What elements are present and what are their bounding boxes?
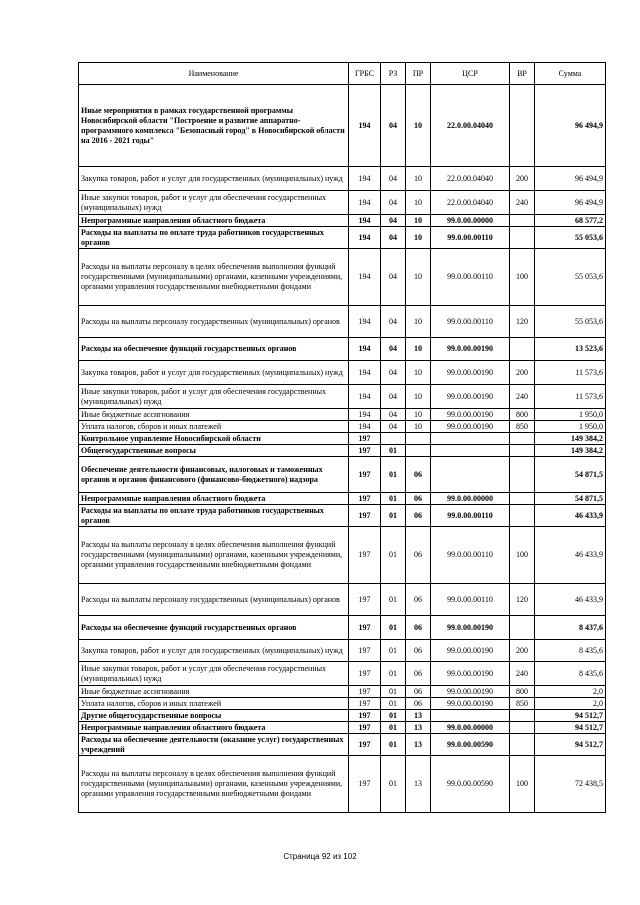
cell-sum: 8 435,6: [535, 640, 606, 662]
cell-name: Расходы на выплаты персоналу государственных (муниципальных) органов: [79, 306, 349, 338]
cell-csr: 99.0.00.00000: [431, 493, 510, 505]
cell-csr: 99.0.00.00110: [431, 505, 510, 527]
cell-sum: 149 384,2: [535, 433, 606, 445]
cell-sum: 149 384,2: [535, 445, 606, 457]
cell-name: Расходы на выплаты персоналу в целях обеспечения выполнения функций государственными (муниципальными) органами, казенными учреждениями, органами управления государственными внебюджетными фондами: [79, 249, 349, 306]
cell-sum: 11 573,6: [535, 361, 606, 385]
cell-pr: 06: [406, 493, 431, 505]
cell-name: Закупка товаров, работ и услуг для государственных (муниципальных) нужд: [79, 361, 349, 385]
cell-name: Общегосударственные вопросы: [79, 445, 349, 457]
cell-csr: 22.0.00.04040: [431, 167, 510, 191]
cell-rz: [381, 433, 406, 445]
cell-sum: 1 950,0: [535, 409, 606, 421]
cell-pr: 10: [406, 421, 431, 433]
cell-pr: 06: [406, 640, 431, 662]
cell-grbs: 194: [349, 249, 381, 306]
cell-name: Расходы на выплаты персоналу в целях обеспечения выполнения функций государственными (муниципальными) органами, казенными учреждениями, органами управления государственными внебюджетными фондами: [79, 527, 349, 584]
cell-vr: 800: [510, 686, 535, 698]
cell-name: Контрольное управление Новосибирской области: [79, 433, 349, 445]
cell-name: Иные закупки товаров, работ и услуг для обеспечения государственных (муниципальных) нужд: [79, 191, 349, 215]
cell-vr: 100: [510, 527, 535, 584]
cell-rz: 01: [381, 686, 406, 698]
cell-csr: 99.0.00.00190: [431, 616, 510, 640]
cell-vr: 240: [510, 385, 535, 409]
cell-vr: 200: [510, 640, 535, 662]
cell-sum: 46 433,9: [535, 505, 606, 527]
cell-vr: 100: [510, 756, 535, 813]
cell-name: Закупка товаров, работ и услуг для государственных (муниципальных) нужд: [79, 640, 349, 662]
cell-name: Непрограммные направления областного бюджета: [79, 722, 349, 734]
cell-grbs: 194: [349, 191, 381, 215]
cell-vr: 800: [510, 409, 535, 421]
table-body: [79, 85, 606, 813]
cell-sum: 11 573,6: [535, 385, 606, 409]
cell-pr: 10: [406, 227, 431, 249]
cell-vr: [510, 734, 535, 756]
cell-grbs: 197: [349, 640, 381, 662]
table-row: [79, 338, 606, 361]
table-row: [79, 249, 606, 306]
cell-pr: [406, 433, 431, 445]
cell-vr: [510, 215, 535, 227]
cell-grbs: 197: [349, 584, 381, 616]
cell-grbs: 197: [349, 662, 381, 686]
cell-sum: 96 494,9: [535, 191, 606, 215]
cell-pr: 06: [406, 686, 431, 698]
cell-pr: 13: [406, 722, 431, 734]
table-row: [79, 191, 606, 215]
cell-vr: [510, 457, 535, 493]
cell-grbs: 197: [349, 505, 381, 527]
table-row: [79, 385, 606, 409]
cell-rz: 04: [381, 385, 406, 409]
cell-vr: [510, 85, 535, 167]
cell-rz: 01: [381, 698, 406, 710]
cell-grbs: 197: [349, 527, 381, 584]
cell-sum: 2,0: [535, 698, 606, 710]
cell-sum: 94 512,7: [535, 722, 606, 734]
table-row: [79, 409, 606, 421]
cell-rz: 04: [381, 421, 406, 433]
cell-rz: 01: [381, 662, 406, 686]
cell-rz: 01: [381, 710, 406, 722]
cell-pr: 10: [406, 385, 431, 409]
cell-name: Иные закупки товаров, работ и услуг для обеспечения государственных (муниципальных) нужд: [79, 385, 349, 409]
table-row: [79, 505, 606, 527]
table-row: [79, 433, 606, 445]
cell-csr: 22.0.00.04040: [431, 85, 510, 167]
cell-csr: [431, 445, 510, 457]
cell-rz: 01: [381, 493, 406, 505]
cell-pr: 10: [406, 338, 431, 361]
table-row: [79, 527, 606, 584]
table-row: [79, 734, 606, 756]
cell-vr: [510, 616, 535, 640]
cell-csr: 99.0.00.00190: [431, 385, 510, 409]
cell-pr: 10: [406, 215, 431, 227]
cell-rz: 01: [381, 722, 406, 734]
cell-name: Обеспечение деятельности финансовых, налоговых и таможенных органов и органов финансового (финансово-бюджетного) надзора: [79, 457, 349, 493]
cell-rz: 01: [381, 734, 406, 756]
cell-sum: 96 494,9: [535, 167, 606, 191]
cell-sum: 55 053,6: [535, 249, 606, 306]
cell-name: Уплата налогов, сборов и иных платежей: [79, 698, 349, 710]
table-row: [79, 584, 606, 616]
cell-vr: 120: [510, 584, 535, 616]
cell-csr: 99.0.00.00000: [431, 215, 510, 227]
cell-name: Иные мероприятия в рамках государственной программы Новосибирской области "Построение и развитие аппаратно-программного комплекса "Безопасный город" в Новосибирской области на 2016 - 2021 годы": [79, 85, 349, 167]
cell-rz: 01: [381, 584, 406, 616]
cell-csr: 99.0.00.00190: [431, 686, 510, 698]
cell-rz: 04: [381, 215, 406, 227]
cell-vr: 240: [510, 662, 535, 686]
cell-vr: 120: [510, 306, 535, 338]
cell-rz: 01: [381, 445, 406, 457]
cell-csr: 99.0.00.00110: [431, 306, 510, 338]
cell-grbs: 197: [349, 756, 381, 813]
cell-pr: 10: [406, 409, 431, 421]
cell-grbs: 197: [349, 686, 381, 698]
cell-sum: 72 438,5: [535, 756, 606, 813]
cell-grbs: 194: [349, 85, 381, 167]
cell-rz: 04: [381, 227, 406, 249]
table-row: [79, 756, 606, 813]
cell-csr: [431, 433, 510, 445]
header-vr: ВР: [510, 63, 535, 85]
cell-vr: 240: [510, 191, 535, 215]
cell-name: Расходы на выплаты по оплате труда работников государственных органов: [79, 227, 349, 249]
cell-rz: 01: [381, 640, 406, 662]
cell-sum: 94 512,7: [535, 710, 606, 722]
cell-vr: 850: [510, 421, 535, 433]
cell-name: Расходы на выплаты персоналу государственных (муниципальных) органов: [79, 584, 349, 616]
cell-rz: 04: [381, 85, 406, 167]
cell-sum: 54 871,5: [535, 493, 606, 505]
table-row: [79, 227, 606, 249]
cell-sum: 46 433,9: [535, 584, 606, 616]
table-row: [79, 445, 606, 457]
cell-name: Расходы на обеспечение функций государственных органов: [79, 338, 349, 361]
cell-rz: 01: [381, 527, 406, 584]
cell-csr: 99.0.00.00190: [431, 640, 510, 662]
cell-pr: 10: [406, 361, 431, 385]
header-name: Наименование: [79, 63, 349, 85]
table-header-row: [79, 63, 606, 85]
page-footer: Страница 92 из 102: [283, 852, 357, 861]
cell-vr: 200: [510, 361, 535, 385]
cell-pr: 13: [406, 734, 431, 756]
cell-vr: [510, 505, 535, 527]
cell-csr: 99.0.00.00190: [431, 421, 510, 433]
cell-pr: 13: [406, 710, 431, 722]
cell-pr: 06: [406, 527, 431, 584]
cell-rz: 01: [381, 616, 406, 640]
table-row: [79, 306, 606, 338]
cell-sum: 8 435,6: [535, 662, 606, 686]
cell-rz: 04: [381, 361, 406, 385]
cell-rz: 04: [381, 167, 406, 191]
cell-name: Непрограммные направления областного бюджета: [79, 493, 349, 505]
cell-csr: 99.0.00.00190: [431, 662, 510, 686]
cell-csr: 99.0.00.00590: [431, 734, 510, 756]
cell-pr: 06: [406, 505, 431, 527]
cell-vr: [510, 338, 535, 361]
cell-csr: [431, 457, 510, 493]
cell-rz: 04: [381, 338, 406, 361]
cell-csr: 99.0.00.00110: [431, 527, 510, 584]
cell-pr: 10: [406, 249, 431, 306]
header-grbs: ГРБС: [349, 63, 381, 85]
table-row: [79, 493, 606, 505]
cell-grbs: 197: [349, 616, 381, 640]
cell-name: Непрограммные направления областного бюджета: [79, 215, 349, 227]
cell-vr: [510, 433, 535, 445]
cell-pr: 10: [406, 306, 431, 338]
cell-name: Расходы на выплаты персоналу в целях обеспечения выполнения функций государственными (муниципальными) органами, казенными учреждениями, органами управления государственными внебюджетными фондами: [79, 756, 349, 813]
cell-name: Расходы на обеспечение функций государственных органов: [79, 616, 349, 640]
cell-grbs: 194: [349, 227, 381, 249]
cell-vr: 850: [510, 698, 535, 710]
cell-pr: [406, 445, 431, 457]
cell-vr: [510, 445, 535, 457]
cell-sum: 1 950,0: [535, 421, 606, 433]
table-row: [79, 167, 606, 191]
cell-grbs: 194: [349, 338, 381, 361]
cell-vr: [510, 227, 535, 249]
cell-name: Другие общегосударственные вопросы: [79, 710, 349, 722]
header-sum: Сумма: [535, 63, 606, 85]
cell-pr: 06: [406, 616, 431, 640]
cell-pr: 10: [406, 167, 431, 191]
cell-name: Расходы на обеспечение деятельности (оказание услуг) государственных учреждений: [79, 734, 349, 756]
cell-sum: 55 053,6: [535, 306, 606, 338]
table-row: [79, 215, 606, 227]
cell-rz: 04: [381, 409, 406, 421]
cell-sum: 13 523,6: [535, 338, 606, 361]
cell-grbs: 197: [349, 734, 381, 756]
cell-pr: 06: [406, 698, 431, 710]
table-row: [79, 640, 606, 662]
cell-grbs: 197: [349, 698, 381, 710]
cell-rz: 01: [381, 756, 406, 813]
table-row: [79, 662, 606, 686]
cell-name: Уплата налогов, сборов и иных платежей: [79, 421, 349, 433]
cell-sum: 2,0: [535, 686, 606, 698]
cell-rz: 04: [381, 306, 406, 338]
cell-csr: 99.0.00.00110: [431, 227, 510, 249]
cell-grbs: 194: [349, 306, 381, 338]
table-row: [79, 457, 606, 493]
cell-csr: 99.0.00.00000: [431, 722, 510, 734]
cell-name: Закупка товаров, работ и услуг для государственных (муниципальных) нужд: [79, 167, 349, 191]
cell-pr: 06: [406, 584, 431, 616]
cell-vr: 200: [510, 167, 535, 191]
cell-csr: [431, 710, 510, 722]
table-row: [79, 722, 606, 734]
header-csr: ЦСР: [431, 63, 510, 85]
cell-pr: 13: [406, 756, 431, 813]
cell-rz: 01: [381, 505, 406, 527]
cell-sum: 54 871,5: [535, 457, 606, 493]
cell-csr: 99.0.00.00190: [431, 338, 510, 361]
cell-vr: [510, 722, 535, 734]
cell-sum: 55 053,6: [535, 227, 606, 249]
budget-table: [78, 62, 606, 813]
table-row: [79, 421, 606, 433]
cell-vr: [510, 710, 535, 722]
cell-rz: 04: [381, 249, 406, 306]
cell-grbs: 197: [349, 722, 381, 734]
cell-name: Расходы на выплаты по оплате труда работников государственных органов: [79, 505, 349, 527]
cell-grbs: 197: [349, 433, 381, 445]
cell-sum: 68 577,2: [535, 215, 606, 227]
cell-csr: 22.0.00.04040: [431, 191, 510, 215]
cell-pr: 10: [406, 191, 431, 215]
table-row: [79, 710, 606, 722]
cell-vr: [510, 493, 535, 505]
table-row: [79, 698, 606, 710]
cell-rz: 04: [381, 191, 406, 215]
cell-name: Иные бюджетные ассигнования: [79, 409, 349, 421]
cell-grbs: 197: [349, 493, 381, 505]
cell-sum: 94 512,7: [535, 734, 606, 756]
cell-csr: 99.0.00.00110: [431, 584, 510, 616]
cell-pr: 10: [406, 85, 431, 167]
cell-sum: 8 437,6: [535, 616, 606, 640]
cell-sum: 96 494,9: [535, 85, 606, 167]
table-row: [79, 85, 606, 167]
table-row: [79, 361, 606, 385]
table-row: [79, 616, 606, 640]
cell-grbs: 194: [349, 409, 381, 421]
cell-name: Иные бюджетные ассигнования: [79, 686, 349, 698]
cell-grbs: 194: [349, 215, 381, 227]
cell-csr: 99.0.00.00190: [431, 361, 510, 385]
header-pr: ПР: [406, 63, 431, 85]
cell-grbs: 194: [349, 385, 381, 409]
header-rz: РЗ: [381, 63, 406, 85]
cell-csr: 99.0.00.00190: [431, 409, 510, 421]
cell-pr: 06: [406, 662, 431, 686]
cell-grbs: 197: [349, 457, 381, 493]
cell-grbs: 197: [349, 710, 381, 722]
cell-grbs: 194: [349, 167, 381, 191]
cell-csr: 99.0.00.00190: [431, 698, 510, 710]
cell-vr: 100: [510, 249, 535, 306]
cell-sum: 46 433,9: [535, 527, 606, 584]
cell-pr: 06: [406, 457, 431, 493]
cell-csr: 99.0.00.00590: [431, 756, 510, 813]
table-row: [79, 686, 606, 698]
cell-grbs: 197: [349, 445, 381, 457]
cell-name: Иные закупки товаров, работ и услуг для обеспечения государственных (муниципальных) нужд: [79, 662, 349, 686]
cell-grbs: 194: [349, 421, 381, 433]
cell-csr: 99.0.00.00110: [431, 249, 510, 306]
cell-rz: 01: [381, 457, 406, 493]
cell-grbs: 194: [349, 361, 381, 385]
